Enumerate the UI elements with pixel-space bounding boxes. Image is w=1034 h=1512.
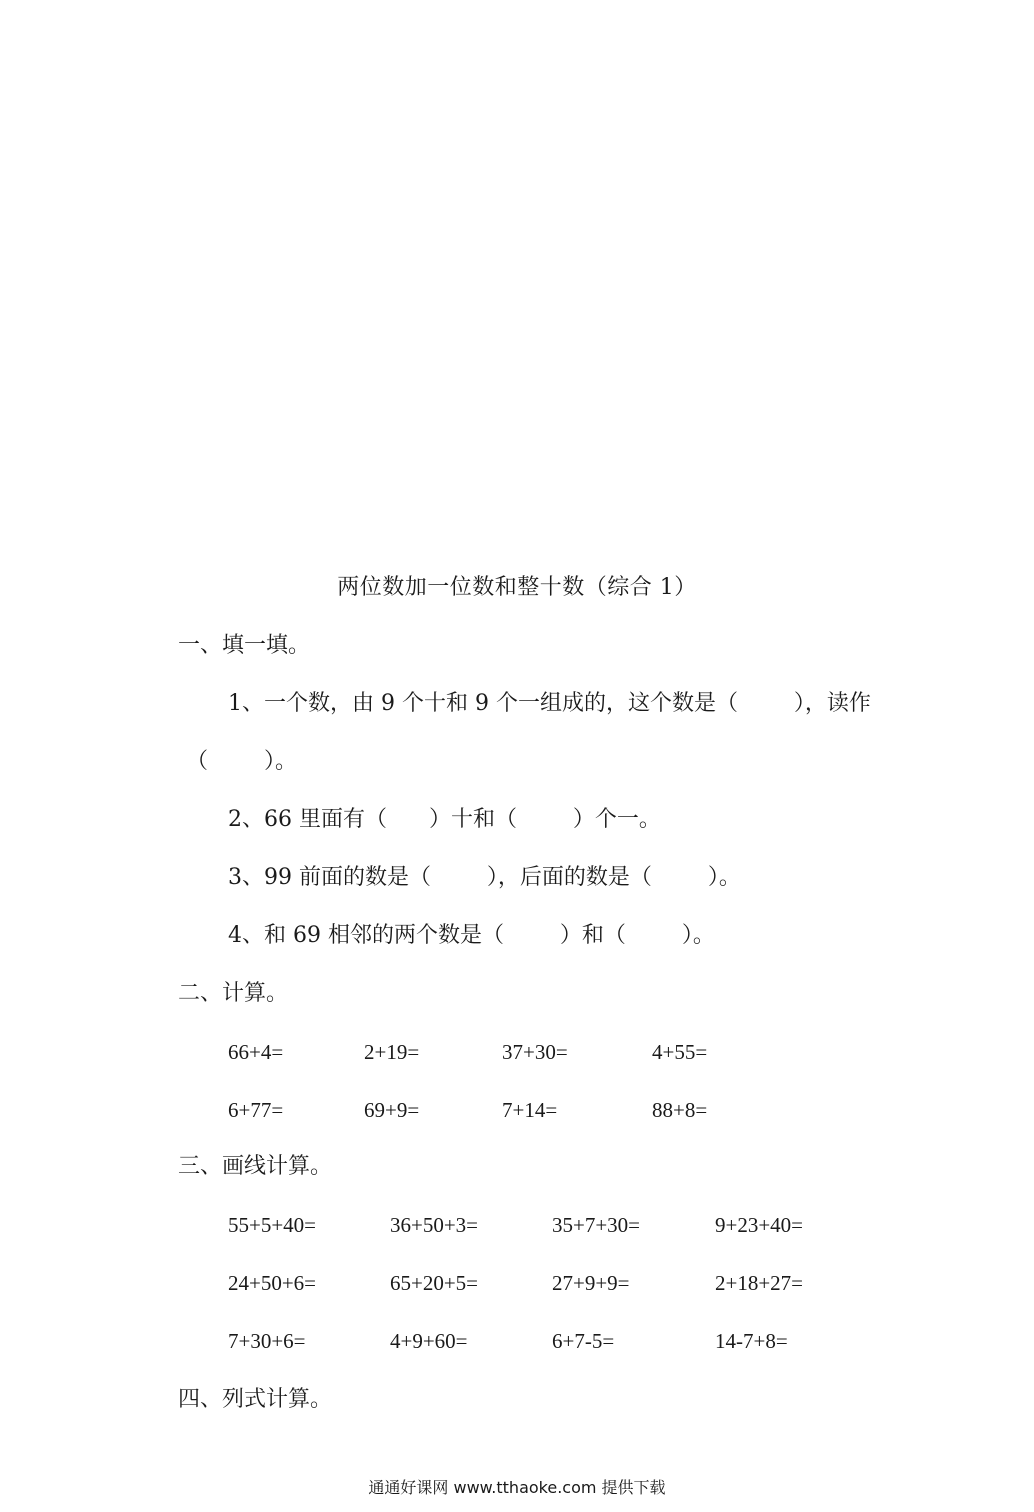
calc-row — [228, 1036, 928, 1068]
section-heading-formula: 四、列式计算。 — [178, 1387, 333, 1412]
footer-source: 通通好课网 www.tthaoke.com 提供下载 — [368, 1478, 666, 1497]
question-1-line-2: （ ）。 — [186, 749, 297, 774]
calc-item: 88+8= — [652, 1098, 708, 1122]
line-calc-row — [228, 1325, 928, 1357]
line-calc-item: 35+7+30= — [552, 1213, 641, 1237]
line-calc-item: 55+5+40= — [228, 1213, 317, 1237]
calc-item: 2+19= — [364, 1040, 420, 1064]
line-calc-item: 9+23+40= — [715, 1213, 804, 1237]
line-calc-item: 7+30+6= — [228, 1329, 306, 1353]
question-4: 4、和 69 相邻的两个数是（ ）和（ ）。 — [228, 923, 715, 948]
line-calc-item: 6+7-5= — [552, 1329, 615, 1353]
calc-item: 69+9= — [364, 1098, 420, 1122]
line-calc-item: 65+20+5= — [390, 1271, 479, 1295]
page-title: 两位数加一位数和整十数（综合 1） — [337, 575, 697, 600]
line-calc-item: 14-7+8= — [715, 1329, 788, 1353]
section-heading-calc: 二、计算。 — [178, 981, 289, 1006]
calc-row — [228, 1094, 928, 1126]
line-calc-item: 36+50+3= — [390, 1213, 479, 1237]
line-calc-item: 2+18+27= — [715, 1271, 804, 1295]
question-3: 3、99 前面的数是（ ），后面的数是（ ）。 — [228, 865, 741, 890]
line-calc-item: 27+9+9= — [552, 1271, 630, 1295]
calc-item: 66+4= — [228, 1040, 284, 1064]
calc-item: 6+77= — [228, 1098, 284, 1122]
line-calc-item: 24+50+6= — [228, 1271, 317, 1295]
calc-item: 37+30= — [502, 1040, 568, 1064]
question-1-line-1: 1、一个数，由 9 个十和 9 个一组成的，这个数是（ ），读作 — [228, 691, 871, 716]
line-calc-row — [228, 1267, 928, 1299]
question-2: 2、66 里面有（ ）十和（ ）个一。 — [228, 807, 661, 832]
section-heading-line-calc: 三、画线计算。 — [178, 1154, 333, 1179]
line-calc-item: 4+9+60= — [390, 1329, 468, 1353]
section-heading-fill: 一、填一填。 — [178, 633, 311, 658]
line-calc-row — [228, 1209, 928, 1241]
calc-item: 4+55= — [652, 1040, 708, 1064]
calc-item: 7+14= — [502, 1098, 558, 1122]
